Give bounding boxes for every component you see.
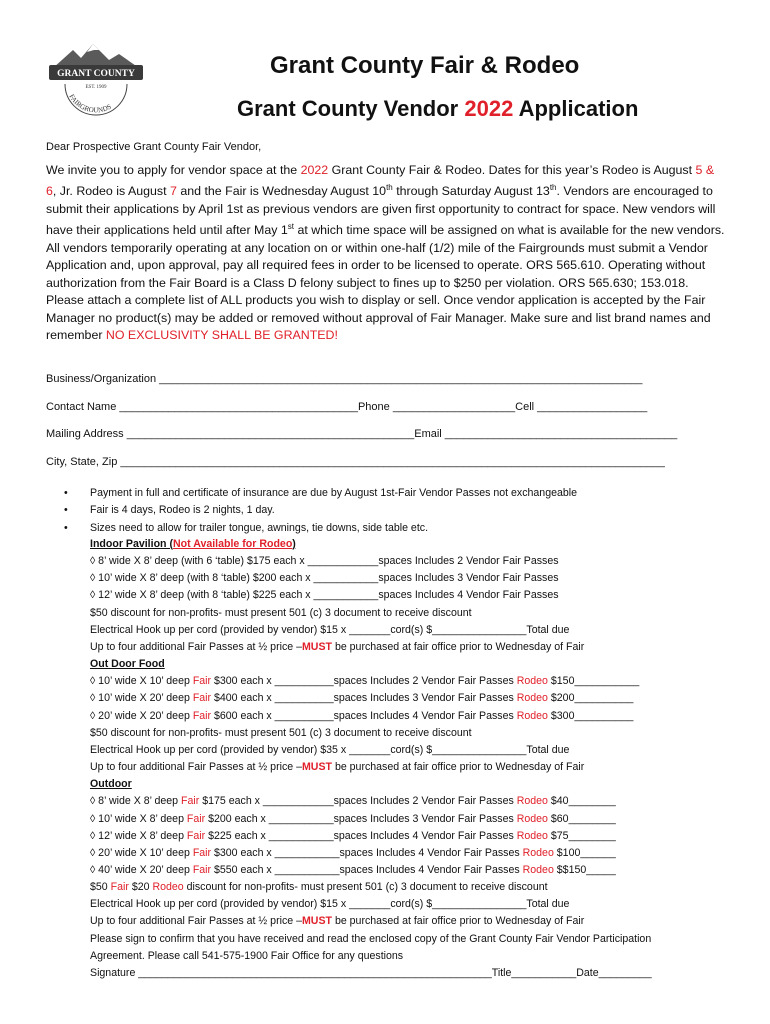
text-run: NO EXCLUSIVITY SHALL BE GRANTED! <box>105 327 338 342</box>
text-run: Rodeo <box>522 846 554 859</box>
text-run: st <box>287 222 294 232</box>
section-line <box>90 931 652 948</box>
section-line <box>90 862 652 879</box>
text-run: ◊ 12’ wide X 8’ deep <box>90 829 187 842</box>
section-line <box>90 913 652 930</box>
text-run: ◊ 10’ wide X 8’ deep (with 8 ‘table) $200 each x ___________spaces Includes 3 Vendor Fair Passes <box>90 572 559 585</box>
text-run: $40________ <box>547 795 616 808</box>
text-run: Fair <box>192 692 212 705</box>
text-run: Signature ____________________________________________________________Title___________Date_________ <box>90 966 652 979</box>
section-line <box>90 845 652 862</box>
text-run: $50 discount for non-profits- must present 501 (c) 3 document to receive discount <box>90 726 472 739</box>
text-run: Fair <box>186 812 206 825</box>
bullet-item: • Fair is 4 days, Rodeo is 2 nights, 1 day. <box>64 502 577 519</box>
text-run: and the Fair is Wednesday August 10 <box>176 184 387 199</box>
text-run: 5 & 6 <box>46 163 715 199</box>
svg-text:FAIRGROUNDS: FAIRGROUNDS <box>67 92 113 115</box>
section-line <box>90 656 652 673</box>
city-field[interactable]: City, State, Zip _________________________________________________________________________________________ <box>46 456 665 469</box>
text-run: ◊ 8’ wide X 8’ deep <box>90 795 182 808</box>
svg-text:GRANT COUNTY: GRANT COUNTY <box>57 69 135 79</box>
intro-text <box>46 162 726 344</box>
text-run: $50 <box>90 881 111 894</box>
text-run: discount for non-profits- must present 501 (c) 3 document to receive discount <box>183 881 548 894</box>
text-run: th <box>386 183 393 193</box>
text-run: Fair <box>192 863 212 876</box>
text-run: Agreement. Please call 541-575-1900 Fair Office for any questions <box>90 949 404 962</box>
text-run: MUST <box>301 640 332 653</box>
text-run: Fair <box>192 675 212 688</box>
text-run: $75________ <box>547 829 616 842</box>
text-run: ◊ 10’ wide X 10’ deep <box>90 675 193 688</box>
text-run: ) <box>292 538 296 550</box>
text-run: $175 each x ____________spaces Includes 2 Vendor Fair Passes <box>199 795 517 808</box>
mailing-field[interactable]: Mailing Address _______________________________________________Email ______________________________________ <box>46 428 678 441</box>
svg-text:EST. 1909: EST. 1909 <box>85 85 107 90</box>
text-run: $550 each x ___________spaces Includes 4 Vendor Fair Passes <box>211 863 523 876</box>
text-run: $600 each x __________spaces Includes 4 Vendor Fair Passes <box>211 709 517 722</box>
text-run: Electrical Hook up per cord (provided by vendor) $15 x _______cord(s) $________________Total due <box>90 898 570 911</box>
text-run: Please attach a complete list of ALL products you wish to display or sell. Once vendor application is accepted by the Fair Manager no product(s) may be added or removed without approval of Fair Manager. Make sure and list brand names and remember <box>46 293 711 342</box>
text-run: ◊ 10’ wide X 20’ deep <box>90 692 193 705</box>
text-run: Fair <box>110 881 129 894</box>
text-run: ◊ 8’ wide X 8’ deep (with 6 ‘table) $175 each x ____________spaces Includes 2 Vendor Fair Passes <box>90 555 559 568</box>
text-run: Indoor Pavilion ( <box>90 538 173 550</box>
section-line <box>90 828 652 845</box>
section-line <box>90 725 652 742</box>
text-run: Rodeo <box>516 812 548 825</box>
section-line <box>90 742 652 759</box>
text-run: 7 <box>170 184 177 199</box>
section-line <box>90 639 652 656</box>
bullet-item: • Sizes need to allow for trailer tongue, awnings, tie downs, side table etc. <box>64 520 577 537</box>
text-run: 2022 <box>300 163 329 177</box>
text-run: Up to four additional Fair Passes at ½ price – <box>90 761 302 774</box>
text-run: MUST <box>301 761 332 774</box>
section-line <box>90 673 652 690</box>
section-line <box>90 965 652 982</box>
text-run: be purchased at fair office prior to Wednesday of Fair <box>332 761 585 774</box>
text-run: $300 each x __________spaces Includes 2 Vendor Fair Passes <box>211 675 517 688</box>
grant-county-fairgrounds-logo <box>47 38 145 120</box>
text-run: through Saturday August 13 <box>392 184 550 199</box>
text-run: Not Available for Rodeo <box>173 538 293 550</box>
bullet-item: • Payment in full and certificate of insurance are due by August 1st-Fair Vendor Passes not exchangeable <box>64 485 577 502</box>
text-run: be purchased at fair office prior to Wednesday of Fair <box>332 915 585 928</box>
text-run: Rodeo <box>516 795 548 808</box>
section-line <box>90 587 652 604</box>
text-run: ◊ 20’ wide X 10’ deep <box>90 846 193 859</box>
text-run: Please sign to confirm that you have received and read the enclosed copy of the Grant County Fair Vendor Participation <box>90 932 652 945</box>
section-line <box>90 776 652 793</box>
section-line <box>90 605 652 622</box>
section-line <box>90 793 652 810</box>
contact-fields <box>46 373 726 484</box>
section-line <box>90 570 652 587</box>
text-run: MUST <box>301 915 332 928</box>
intro-paragraph-1 <box>46 162 726 292</box>
section-line <box>90 553 652 570</box>
text-run: Rodeo <box>516 709 548 722</box>
text-run: $100______ <box>553 846 616 859</box>
section-line <box>90 536 652 553</box>
text-run: Rodeo <box>522 863 554 876</box>
text-run: $300 each x ___________spaces Includes 4 Vendor Fair Passes <box>211 846 523 859</box>
intro-paragraph-2 <box>46 292 726 344</box>
text-run: Up to four additional Fair Passes at ½ price – <box>90 640 302 653</box>
text-run: at which time space will be assigned on what is available for the new vendors. All vendors temporarily operating at any location on or within one-half (1/2) mile of the Fairgrounds must submit a Vendor Application and, upon approval, pay all required fees in order to be licensed to operate. ORS 565.610. Operating without authorization from the Fair Board is a Class D felony subject to fines up to $250 per violation. ORS 565.630; 153.018. <box>46 223 725 290</box>
text-run: Rodeo <box>516 675 548 688</box>
text-run: . Vendors are encouraged to submit their applications by April 1st as previous vendors are given first opportunity to contract for space. New vendors will have their applications held until after May 1 <box>46 184 716 238</box>
text-run: th <box>549 183 557 193</box>
section-line <box>90 690 652 707</box>
contact-field[interactable]: Contact Name _______________________________________Phone ____________________Cell __________________ <box>46 400 648 413</box>
text-run: $60________ <box>547 812 616 825</box>
text-run: , Jr. Rodeo is August <box>52 184 170 199</box>
text-run: ◊ 20’ wide X 20’ deep <box>90 709 193 722</box>
text-run: Up to four additional Fair Passes at ½ price – <box>90 915 302 928</box>
text-run: Outdoor <box>90 778 132 791</box>
text-run: $300__________ <box>547 709 634 722</box>
text-run: Electrical Hook up per cord (provided by vendor) $35 x _______cord(s) $________________Total due <box>90 743 570 756</box>
text-run: $400 each x __________spaces Includes 3 Vendor Fair Passes <box>211 692 517 705</box>
text-run: be purchased at fair office prior to Wednesday of Fair <box>332 640 585 653</box>
salutation: Dear Prospective Grant County Fair Vendor, <box>46 141 262 153</box>
section-line <box>90 948 652 965</box>
document-subtitle: Grant County Vendor 2022 Application <box>237 96 639 121</box>
bullet-list <box>64 485 577 537</box>
text-run: We invite you to apply for vendor space at the <box>46 163 301 177</box>
text-run: Rodeo <box>516 829 548 842</box>
text-run: Grant County Fair & Rodeo. Dates for this year’s Rodeo is August <box>328 163 696 177</box>
business-field[interactable]: Business/Organization _______________________________________________________________________________ <box>46 373 643 385</box>
section-line <box>90 811 652 828</box>
section-line <box>90 896 652 913</box>
text-run: Fair <box>186 829 206 842</box>
text-run: $50 discount for non-profits- must present 501 (c) 3 document to receive discount <box>90 606 472 619</box>
document-title: Grant County Fair & Rodeo <box>270 52 580 79</box>
text-run: ◊ 40’ wide X 20’ deep <box>90 863 193 876</box>
section-line <box>90 622 652 639</box>
text-run: Rodeo <box>152 881 184 894</box>
text-run: ◊ 12’ wide X 8’ deep (with 8 ‘table) $225 each x ___________spaces Includes 4 Vendor Fair Passes <box>90 589 559 602</box>
section-line <box>90 708 652 725</box>
text-run: Out Door Food <box>90 658 165 671</box>
text-run: $150___________ <box>547 675 640 688</box>
text-run: Rodeo <box>516 692 548 705</box>
text-run: Fair <box>181 795 200 808</box>
section-line <box>90 879 652 896</box>
text-run: Fair <box>192 709 212 722</box>
section-line <box>90 759 652 776</box>
text-run: $20 <box>128 881 153 894</box>
text-run: $$150_____ <box>553 863 616 876</box>
text-run: Electrical Hook up per cord (provided by vendor) $15 x _______cord(s) $________________Total due <box>90 623 570 636</box>
text-run: Fair <box>192 846 212 859</box>
text-run: $200__________ <box>547 692 634 705</box>
text-run: ◊ 10’ wide X 8’ deep <box>90 812 187 825</box>
text-run: $225 each x ___________spaces Includes 4 Vendor Fair Passes <box>205 829 517 842</box>
pricing-sections <box>90 536 652 982</box>
text-run: $200 each x ___________spaces Includes 3 Vendor Fair Passes <box>205 812 517 825</box>
